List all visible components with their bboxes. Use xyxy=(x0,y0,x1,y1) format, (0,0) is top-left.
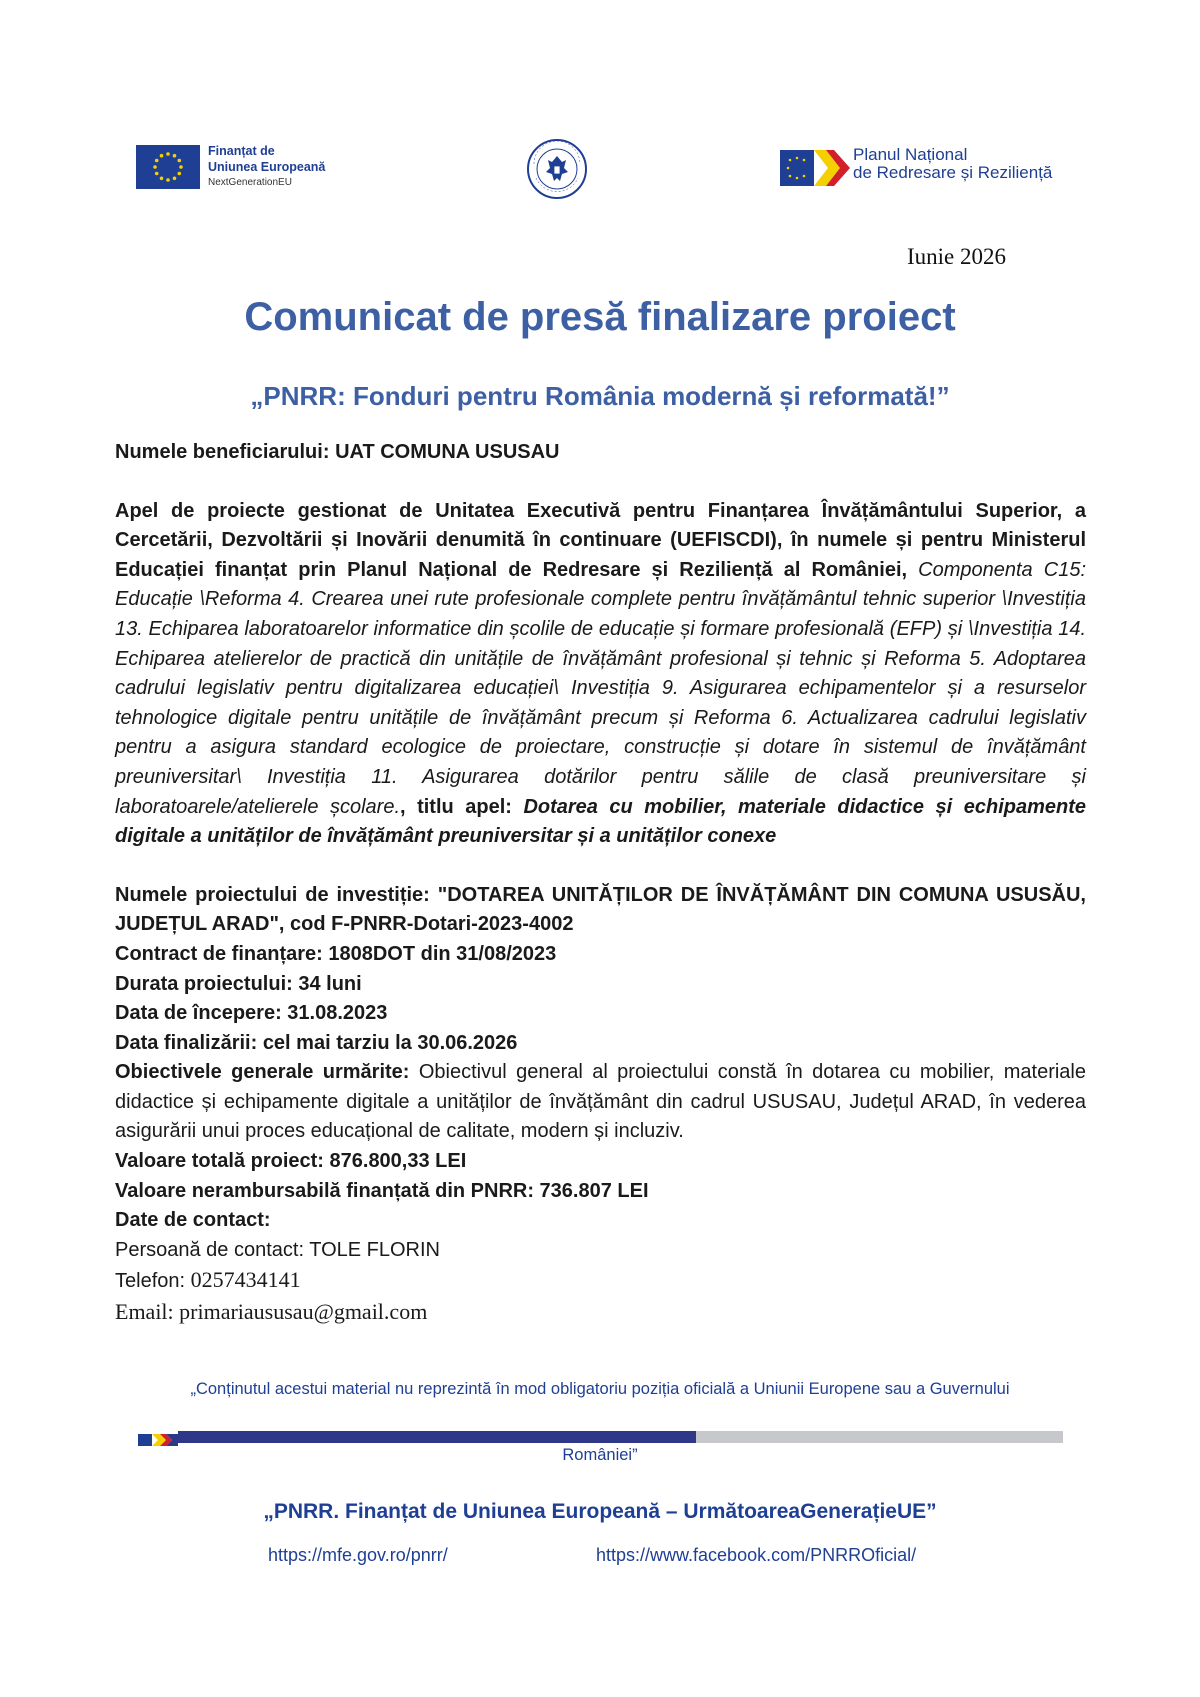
grant-value-line: Valoare nerambursabilă finanțată din PNRR: 736.807 LEI xyxy=(115,1179,649,1202)
contact-heading: Date de contact: xyxy=(115,1209,271,1232)
pnrr-arrow-icon xyxy=(780,150,850,186)
duration-line: Durata proiectului: 34 luni xyxy=(115,972,362,995)
contact-phone-line xyxy=(115,1265,1086,1297)
footer-arrow-icon xyxy=(138,1431,178,1443)
contract-line: Contract de finanțare: 1808DOT din 31/08/2023 xyxy=(115,942,557,965)
call-paragraph xyxy=(115,497,1086,852)
footer-slogan: „PNRR. Finanțat de Uniunea Europeană – UrmătoareaGenerațieUE” xyxy=(263,1500,937,1523)
objectives-label: Obiectivele generale urmărite: xyxy=(115,1061,410,1084)
disclaimer-line2: României” xyxy=(562,1446,638,1464)
release-date: Iunie 2026 xyxy=(906,244,1006,269)
beneficiary-line xyxy=(115,438,1086,468)
guvernul-romaniei-seal-icon xyxy=(526,138,588,200)
call-component: Componenta C15: Educație \Reforma 4. Crearea unei rute profesionale complete pentru învățământul tehnic superior \Investiția 13. Echiparea laboratoarelor informatice din școlile de educație și formare profesională (EFP) și \Investiția 14. Echiparea atelierelor de practică din unitățile de învățământ profesional și tehnic și Reforma 5. Adoptarea cadrului legislativ pentru digitalizarea educației\ Investiția 9. Asigurarea echipamentelor și a resurselor tehnologice digitale pentru unitățile de învățământ precum și Reforma 6. Actualizarea cadrului legislativ pentru a asigura standard ecologice de proiectare, construcție și dotare în sistemul de învățământ preuniversitar\ Investiția 11. Asigurarea dotărilor pentru sălile de clasă preuniversitare și laboratoarele/atelierele școlare. xyxy=(115,558,1087,818)
phone-value: 0257434141 xyxy=(190,1267,301,1293)
phone-label: Telefon: xyxy=(115,1270,186,1293)
pnrr-logo-line2: de Redresare și Reziliență xyxy=(853,163,1053,182)
press-release-body xyxy=(115,438,1086,1327)
call-intro: Apel de proiecte gestionat de Unitatea Executivă pentru Finanțarea Învățământului Superior, a Cercetării, Dezvoltării și Inovării denumită în continuare (UEFISCDI), în numele și pentru Ministerul Educației finanțat prin Planul Național de Redresare și Reziliență al României, xyxy=(115,499,1086,581)
email-label: Email: xyxy=(115,1299,174,1325)
pnrr-logo-line1: Planul Național xyxy=(853,145,968,164)
total-value-line: Valoare totală proiect: 876.800,33 LEI xyxy=(115,1150,467,1173)
eu-flag-icon xyxy=(136,145,200,189)
project-name-value: "DOTAREA UNITĂȚILOR DE ÎNVĂȚĂMÂNT DIN COMUNA USUSĂU, JUDEȚUL ARAD", cod F-PNRR-Dotari-2023-4002 xyxy=(115,883,1086,936)
footer-bar xyxy=(138,1431,1063,1443)
mfe-link[interactable]: https://mfe.gov.ro/pnrr/ xyxy=(268,1545,448,1565)
call-title-label: , titlu apel: xyxy=(400,795,512,818)
end-date-line: Data finalizării: cel mai tarziu la 30.06.2026 xyxy=(115,1031,518,1054)
facebook-link[interactable]: https://www.facebook.com/PNRROficial/ xyxy=(596,1545,917,1565)
email-value[interactable]: primariaususau@gmail.com xyxy=(179,1299,428,1325)
eu-funding-logo xyxy=(136,141,351,197)
eu-logo-line3: NextGenerationEU xyxy=(208,177,292,188)
pnrr-logo xyxy=(780,146,1070,190)
project-name-label: Numele proiectului de investiție: xyxy=(115,883,430,906)
page-title: Comunicat de presă finalizare proiect xyxy=(244,295,956,339)
contact-email-line xyxy=(115,1297,1086,1327)
objectives-value: Obiectivul general al proiectului constă în dotarea cu mobilier, materiale didactice și echipamente digitale a unităților de învățământ din cadrul USUSAU, Județul ARAD, în vederea asigurării unui proces educațional de calitate, modern și incluziv. xyxy=(115,1061,1086,1143)
start-date-line: Data de începere: 31.08.2023 xyxy=(115,1002,388,1025)
objectives-line xyxy=(115,1058,1086,1147)
contact-person: Persoană de contact: TOLE FLORIN xyxy=(115,1238,440,1261)
beneficiary-value: UAT COMUNA USUSAU xyxy=(335,441,560,463)
eu-logo-line2: Uniunea Europeană xyxy=(208,160,326,174)
disclaimer-line1: „Conținutul acestui material nu reprezintă în mod obligatoriu poziția oficială a Uniunii Europene sau a Guvernului xyxy=(190,1380,1010,1398)
call-title-value: Dotarea cu mobilier, materiale didactice și echipamente digitale a unităților de învățământ preuniversitar și a unităților conexe xyxy=(115,795,1087,848)
beneficiary-label: Numele beneficiarului: xyxy=(115,441,330,463)
project-name-line xyxy=(115,881,1086,940)
page-subtitle: „PNRR: Fonduri pentru România modernă și reformată!” xyxy=(250,381,950,411)
eu-logo-line1: Finanțat de xyxy=(208,144,275,158)
